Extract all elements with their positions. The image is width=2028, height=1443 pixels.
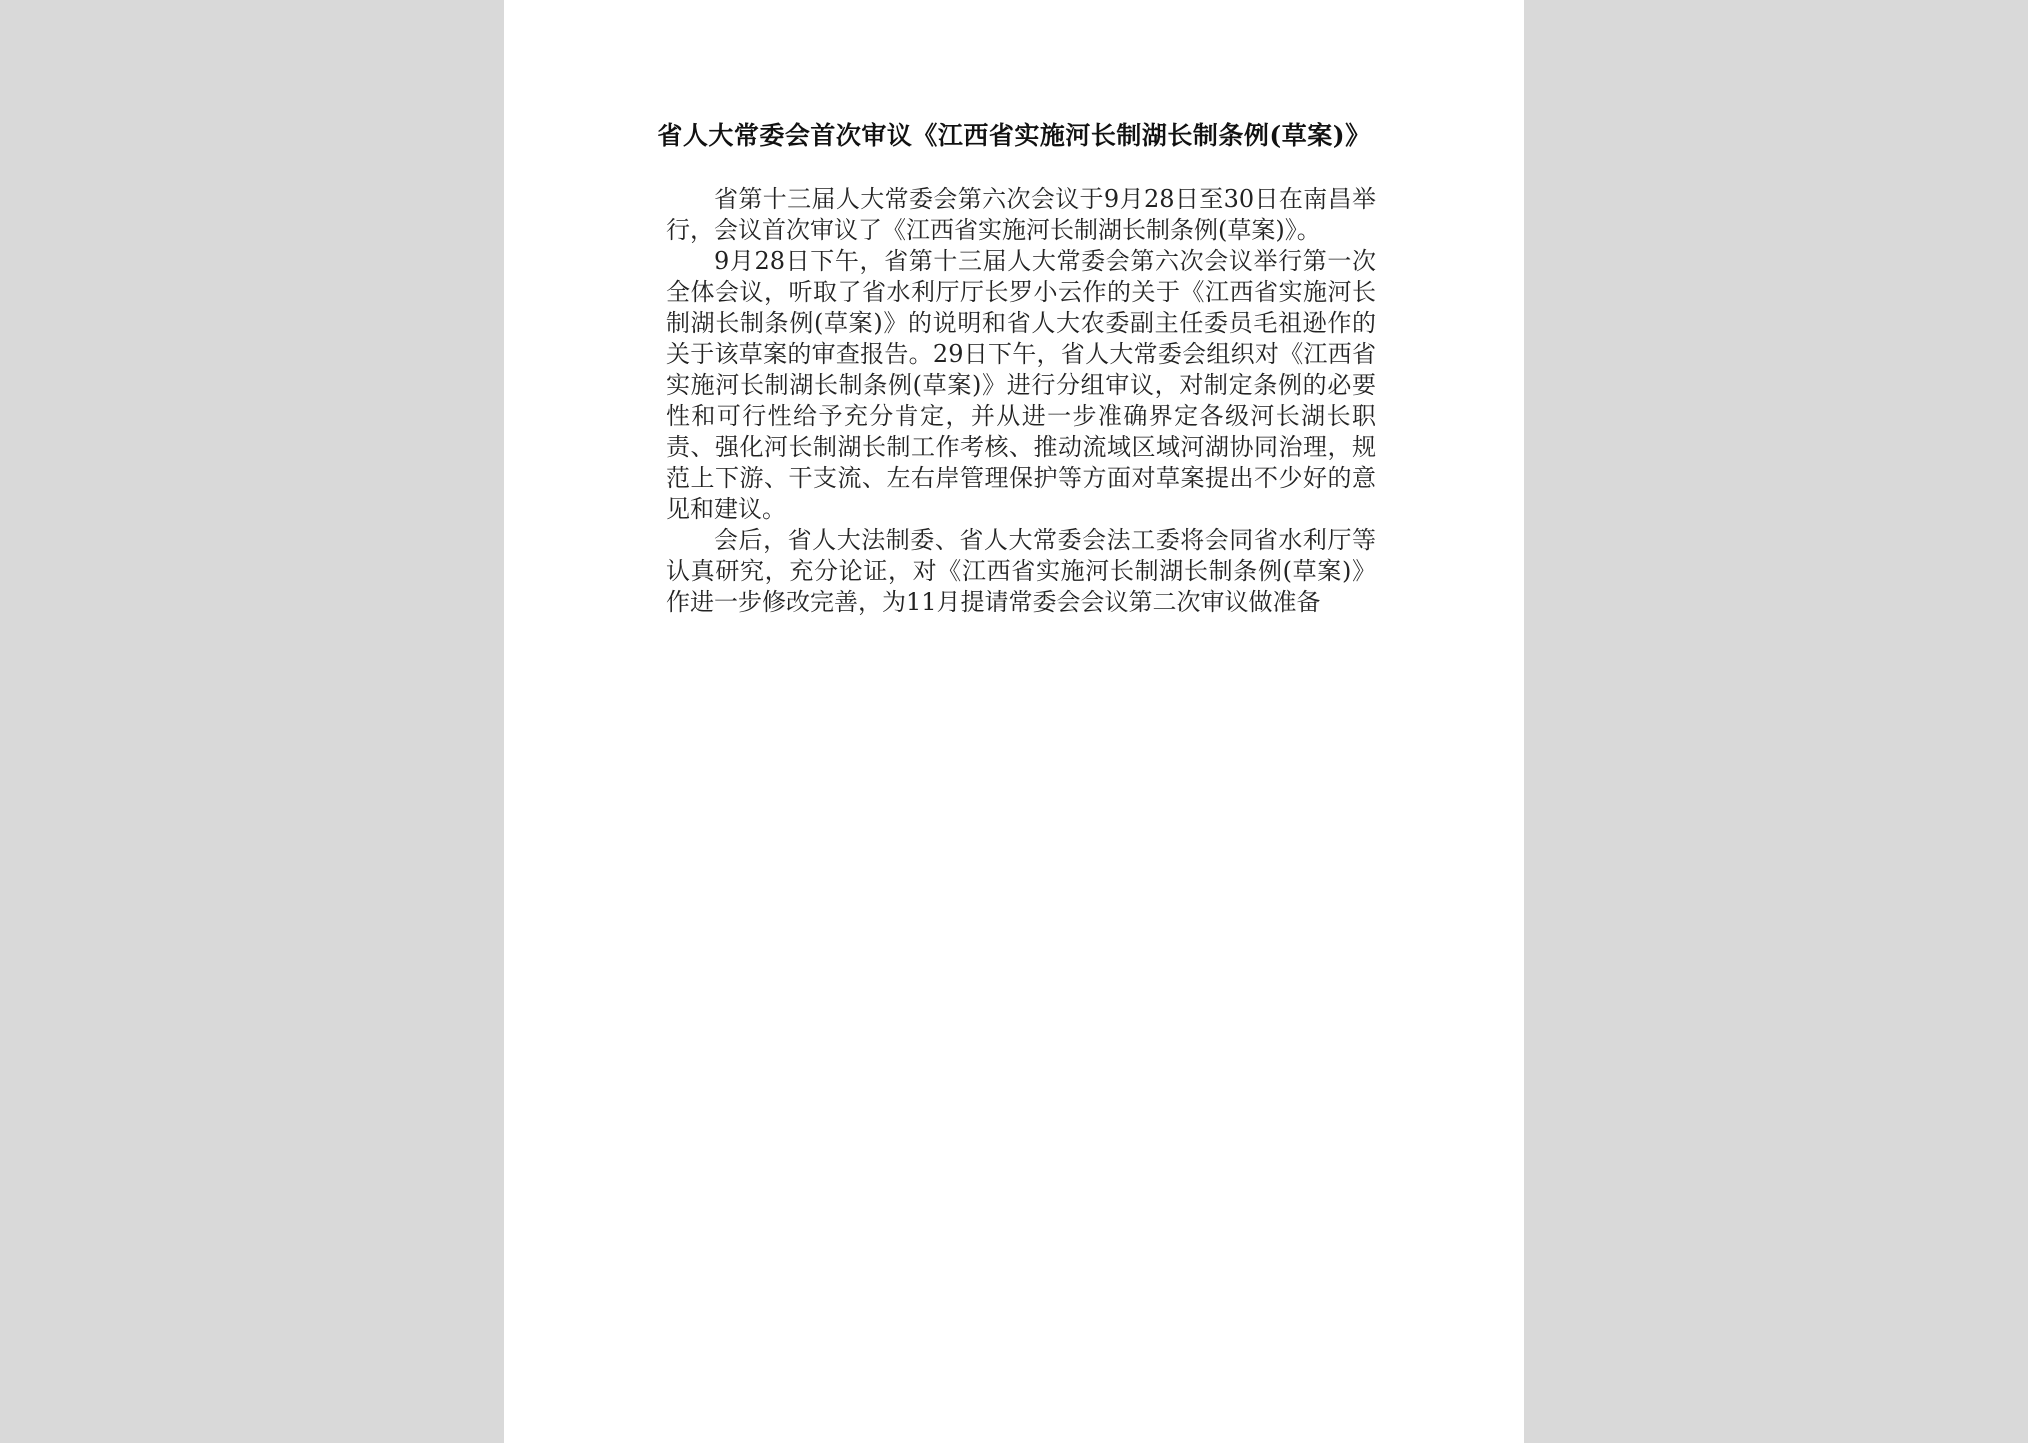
- paragraph-1: 省第十三届人大常委会第六次会议于9月28日至30日在南昌举行，会议首次审议了《江西省实施河长制湖长制条例(草案)》。: [666, 185, 1376, 244]
- document-title: 省人大常委会首次审议《江西省实施河长制湖长制条例(草案)》: [657, 121, 1371, 150]
- document-body: [666, 184, 1376, 618]
- paragraph-2: 9月28日下午，省第十三届人大常委会第六次会议举行第一次全体会议，听取了省水利厅厅长罗小云作的关于《江西省实施河长制湖长制条例(草案)》的说明和省人大农委副主任委员毛祖逊作的关于该草案的审查报告。29日下午，省人大常委会组织对《江西省实施河长制湖长制条例(草案)》进行分组审议，对制定条例的必要性和可行性给予充分肯定，并从进一步准确界定各级河长湖长职责、强化河长制湖长制工作考核、推动流域区域河湖协同治理，规范上下游、干支流、左右岸管理保护等方面对草案提出不少好的意见和建议。: [666, 247, 1376, 523]
- document-page: [504, 0, 1524, 1443]
- paragraph-3: 会后，省人大法制委、省人大常委会法工委将会同省水利厅等认真研究，充分论证，对《江西省实施河长制湖长制条例(草案)》作进一步修改完善，为11月提请常委会会议第二次审议做准备: [666, 526, 1376, 616]
